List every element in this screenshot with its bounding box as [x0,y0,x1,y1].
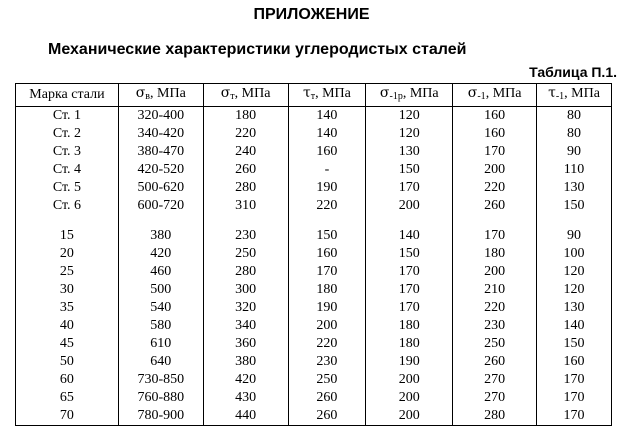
value-cell: 380-470 [118,143,203,161]
spacer-cell [366,215,453,227]
symbol-subscript: -1р [389,91,403,102]
table-row [16,161,612,179]
value-cell: 90 [537,143,612,161]
header-steel-grade [16,84,119,107]
value-cell: 170 [537,389,612,407]
value-cell: 120 [537,263,612,281]
value-cell: 460 [118,263,203,281]
value-cell: 180 [366,335,453,353]
value-cell: 170 [366,263,453,281]
header-shear-yield [288,84,366,107]
symbol-subscript: -1 [477,91,486,102]
value-cell: 150 [537,335,612,353]
table-row [16,407,612,426]
table-row [16,245,612,263]
value-cell: 250 [288,371,366,389]
value-cell: 220 [453,179,537,197]
value-cell: 360 [203,335,288,353]
steel-grade-cell: Ст. 6 [16,197,119,215]
value-cell: 340-420 [118,125,203,143]
value-cell: 130 [366,143,453,161]
value-cell: 280 [453,407,537,426]
value-cell: 140 [288,125,366,143]
value-cell: 100 [537,245,612,263]
symbol-subscript: -1 [555,91,565,102]
value-cell: 150 [537,197,612,215]
value-cell: 170 [537,407,612,426]
value-cell: 170 [537,371,612,389]
steel-grade-cell: Ст. 3 [16,143,119,161]
value-cell: 760-880 [118,389,203,407]
value-cell: 190 [288,299,366,317]
value-cell: 140 [288,107,366,126]
value-cell: 190 [288,179,366,197]
table-row [16,335,612,353]
table-row [16,263,612,281]
header-endurance-torsion [537,84,612,107]
value-cell: 170 [453,227,537,245]
value-cell: 180 [453,245,537,263]
value-cell: 130 [537,179,612,197]
table-row [16,227,612,245]
header-text: , МПа [402,86,439,101]
table-row [16,125,612,143]
steel-grade-cell: 70 [16,407,119,426]
value-cell: 260 [453,197,537,215]
value-cell: 260 [288,407,366,426]
table-row [16,317,612,335]
value-cell: 260 [288,389,366,407]
steel-grade-cell: 15 [16,227,119,245]
table-row [16,389,612,407]
value-cell: 240 [203,143,288,161]
table-row [16,299,612,317]
value-cell: 130 [537,299,612,317]
value-cell: 420-520 [118,161,203,179]
value-cell: 780-900 [118,407,203,426]
group-spacer-row [16,215,612,227]
value-cell: 220 [453,299,537,317]
value-cell: 160 [288,245,366,263]
value-cell: 160 [453,125,537,143]
value-cell: 150 [366,245,453,263]
spacer-cell [118,215,203,227]
value-cell: 190 [366,353,453,371]
value-cell: 430 [203,389,288,407]
value-cell: 90 [537,227,612,245]
steel-grade-cell: 60 [16,371,119,389]
value-cell: 300 [203,281,288,299]
table-row [16,143,612,161]
header-text: , МПа [564,86,600,101]
value-cell: 420 [203,371,288,389]
table-row [16,197,612,215]
value-cell: 280 [203,263,288,281]
value-cell: 160 [537,353,612,371]
value-cell: - [288,161,366,179]
table-row [16,353,612,371]
value-cell: 80 [537,107,612,126]
value-cell: 500-620 [118,179,203,197]
header-endurance-tension [366,84,453,107]
symbol-glyph: τ [302,85,311,101]
value-cell: 200 [453,161,537,179]
value-cell: 380 [118,227,203,245]
symbol-subscript: в [145,91,151,102]
value-cell: 170 [366,179,453,197]
symbol-glyph: σ [379,85,390,101]
spacer-cell [203,215,288,227]
value-cell: 170 [366,281,453,299]
symbol-glyph: σ [135,85,146,101]
steel-grade-cell: 40 [16,317,119,335]
symbol-subscript: т [230,91,235,102]
steel-grade-cell: 35 [16,299,119,317]
value-cell: 180 [366,317,453,335]
steel-grade-cell: Ст. 1 [16,107,119,126]
value-cell: 230 [453,317,537,335]
value-cell: 600-720 [118,197,203,215]
value-cell: 160 [453,107,537,126]
value-cell: 440 [203,407,288,426]
steel-grade-cell: 25 [16,263,119,281]
steel-grade-cell: 30 [16,281,119,299]
spacer-cell [453,215,537,227]
value-cell: 540 [118,299,203,317]
symbol-glyph: σ [220,85,231,101]
steel-grade-cell: 50 [16,353,119,371]
value-cell: 220 [288,335,366,353]
symbol-glyph: τ [548,85,556,101]
value-cell: 260 [203,161,288,179]
steel-grade-cell: 45 [16,335,119,353]
value-cell: 170 [366,299,453,317]
spacer-cell [16,215,119,227]
value-cell: 320 [203,299,288,317]
header-tensile-strength [118,84,203,107]
table-header-row [16,84,612,107]
value-cell: 260 [453,353,537,371]
value-cell: 310 [203,197,288,215]
value-cell: 200 [366,389,453,407]
table-row [16,281,612,299]
spacer-cell [288,215,366,227]
steel-grade-cell: Ст. 4 [16,161,119,179]
value-cell: 210 [453,281,537,299]
value-cell: 420 [118,245,203,263]
value-cell: 380 [203,353,288,371]
appendix-title: ПРИЛОЖЕНИЕ [253,6,370,23]
steel-grade-cell: 20 [16,245,119,263]
value-cell: 640 [118,353,203,371]
value-cell: 80 [537,125,612,143]
header-text: , МПа [234,86,271,101]
value-cell: 200 [366,407,453,426]
value-cell: 220 [203,125,288,143]
value-cell: 270 [453,389,537,407]
value-cell: 140 [537,317,612,335]
value-cell: 180 [288,281,366,299]
table-body [16,107,612,426]
header-text: , МПа [315,86,351,101]
steel-grade-cell: Ст. 2 [16,125,119,143]
value-cell: 110 [537,161,612,179]
value-cell: 140 [366,227,453,245]
value-cell: 580 [118,317,203,335]
value-cell: 250 [453,335,537,353]
header-yield-strength [203,84,288,107]
value-cell: 250 [203,245,288,263]
value-cell: 280 [203,179,288,197]
value-cell: 230 [288,353,366,371]
value-cell: 150 [366,161,453,179]
value-cell: 610 [118,335,203,353]
value-cell: 200 [366,197,453,215]
value-cell: 170 [453,143,537,161]
value-cell: 150 [288,227,366,245]
value-cell: 200 [453,263,537,281]
value-cell: 220 [288,197,366,215]
value-cell: 160 [288,143,366,161]
header-text: Марка стали [29,87,105,102]
value-cell: 320-400 [118,107,203,126]
steel-grade-cell: 65 [16,389,119,407]
header-text: , МПа [485,86,522,101]
value-cell: 120 [366,107,453,126]
value-cell: 200 [288,317,366,335]
value-cell: 230 [203,227,288,245]
table-row [16,371,612,389]
value-cell: 180 [203,107,288,126]
value-cell: 170 [288,263,366,281]
value-cell: 730-850 [118,371,203,389]
table-label: Таблица П.1. [529,64,617,80]
value-cell: 500 [118,281,203,299]
value-cell: 340 [203,317,288,335]
spacer-cell [537,215,612,227]
value-cell: 270 [453,371,537,389]
section-title: Механические характеристики углеродистых сталей [48,41,467,58]
header-endurance-bending [453,84,537,107]
table-row [16,107,612,126]
header-text: , МПа [150,86,186,101]
symbol-subscript: т [310,91,316,102]
steel-properties-table [15,83,612,426]
steel-grade-cell: Ст. 5 [16,179,119,197]
table-row [16,179,612,197]
value-cell: 200 [366,371,453,389]
symbol-glyph: σ [467,85,478,101]
value-cell: 120 [366,125,453,143]
value-cell: 120 [537,281,612,299]
